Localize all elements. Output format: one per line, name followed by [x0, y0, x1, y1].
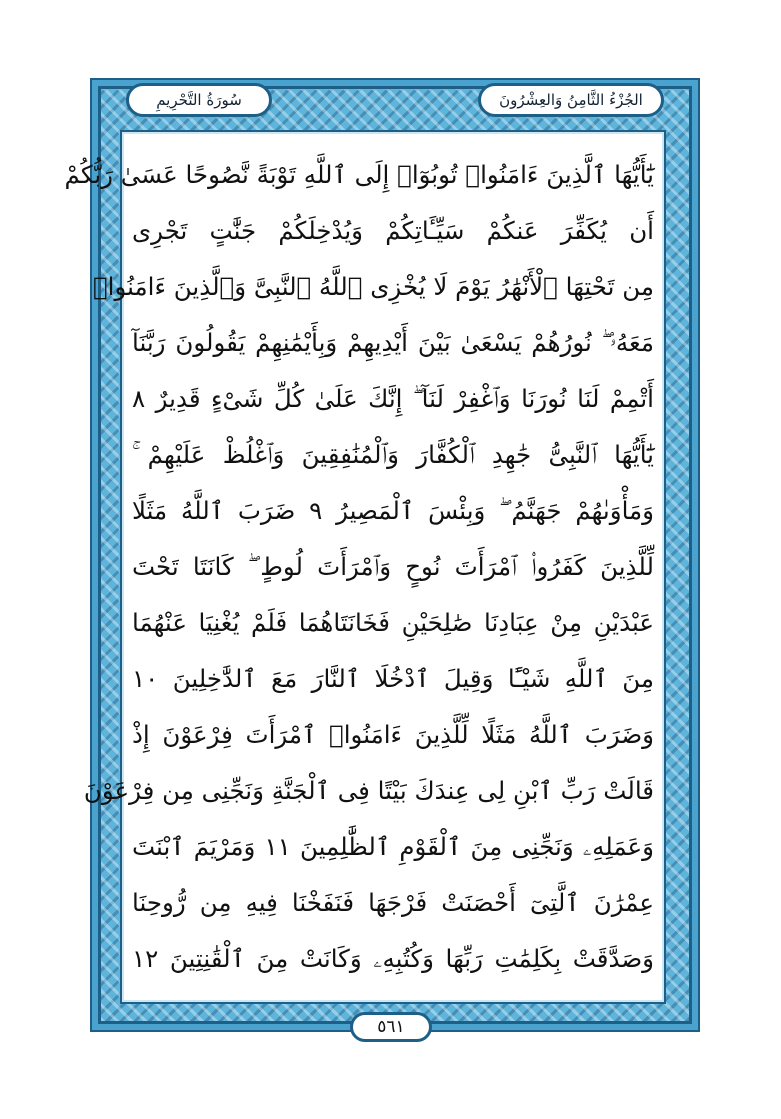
text-line: وَعَمَلِهِۦ وَنَجِّنِى مِنَ ٱلْقَوْمِ ٱلظَّٰلِمِينَ ١١ وَمَرْيَمَ ٱبْنَتَ	[132, 832, 654, 861]
text-line: لِّلَّذِينَ كَفَرُوا۟ ٱمْرَأَتَ نُوحٍ وَٱمْرَأَتَ لُوطٍ ۖ كَانَتَا تَحْتَ	[132, 552, 654, 581]
text-line: وَمَأْوَىٰهُمْ جَهَنَّمُ ۖ وَبِئْسَ ٱلْمَصِيرُ ٩ ضَرَبَ ٱللَّهُ مَثَلًا	[132, 496, 654, 525]
text-line: يَٰٓأَيُّهَا ٱلَّذِينَ ءَامَنُوا۟ تُوبُوٓا۟ إِلَى ٱللَّهِ تَوْبَةً نَّصُوحًا عَسَىٰ رَبُّكُمْ	[64, 160, 654, 189]
juz-label: الجُزْءُ الثَّامِنُ وَالعِشْرُونَ	[478, 83, 664, 117]
text-line: وَضَرَبَ ٱللَّهُ مَثَلًا لِّلَّذِينَ ءَامَنُوا۟ ٱمْرَأَتَ فِرْعَوْنَ إِذْ	[132, 720, 654, 749]
page-number: ٥٦١	[350, 1012, 432, 1042]
text-line: قَالَتْ رَبِّ ٱبْنِ لِى عِندَكَ بَيْتًا فِى ٱلْجَنَّةِ وَنَجِّنِى مِن فِرْعَوْنَ	[83, 776, 654, 805]
text-line: مِن تَحْتِهَا ٱلْأَنْهَٰرُ يَوْمَ لَا يُخْزِى ٱللَّهُ ٱلنَّبِىَّ وَٱلَّذِينَ ءَامَنُوا۟	[92, 272, 654, 301]
text-line: أَن يُكَفِّرَ عَنكُمْ سَيِّـَٔاتِكُمْ وَيُدْخِلَكُمْ جَنَّٰتٍ تَجْرِى	[132, 216, 654, 245]
text-line: يَٰٓأَيُّهَا ٱلنَّبِىُّ جَٰهِدِ ٱلْكُفَّارَ وَٱلْمُنَٰفِقِينَ وَٱغْلُظْ عَلَيْهِمْ ۚ	[132, 440, 654, 469]
text-line: عِمْرَٰنَ ٱلَّتِىٓ أَحْصَنَتْ فَرْجَهَا فَنَفَخْنَا فِيهِ مِن رُّوحِنَا	[132, 888, 654, 917]
text-line: عَبْدَيْنِ مِنْ عِبَادِنَا صَٰلِحَيْنِ فَخَانَتَاهُمَا فَلَمْ يُغْنِيَا عَنْهُمَا	[132, 608, 654, 637]
text-line: مِنَ ٱللَّهِ شَيْـًٔا وَقِيلَ ٱدْخُلَا ٱلنَّارَ مَعَ ٱلدَّٰخِلِينَ ١٠	[132, 664, 654, 693]
text-line: أَتْمِمْ لَنَا نُورَنَا وَٱغْفِرْ لَنَآ ۖ إِنَّكَ عَلَىٰ كُلِّ شَىْءٍ قَدِيرٌ ٨	[132, 384, 654, 413]
surah-label: سُورَةُ التَّحْرِيمِ	[126, 83, 272, 117]
text-line: مَعَهُۥ ۖ نُورُهُمْ يَسْعَىٰ بَيْنَ أَيْدِيهِمْ وَبِأَيْمَٰنِهِمْ يَقُولُونَ رَبَّنَآ	[132, 328, 654, 357]
text-line: وَصَدَّقَتْ بِكَلِمَٰتِ رَبِّهَا وَكُتُبِهِۦ وَكَانَتْ مِنَ ٱلْقَٰنِتِينَ ١٢	[132, 944, 654, 973]
